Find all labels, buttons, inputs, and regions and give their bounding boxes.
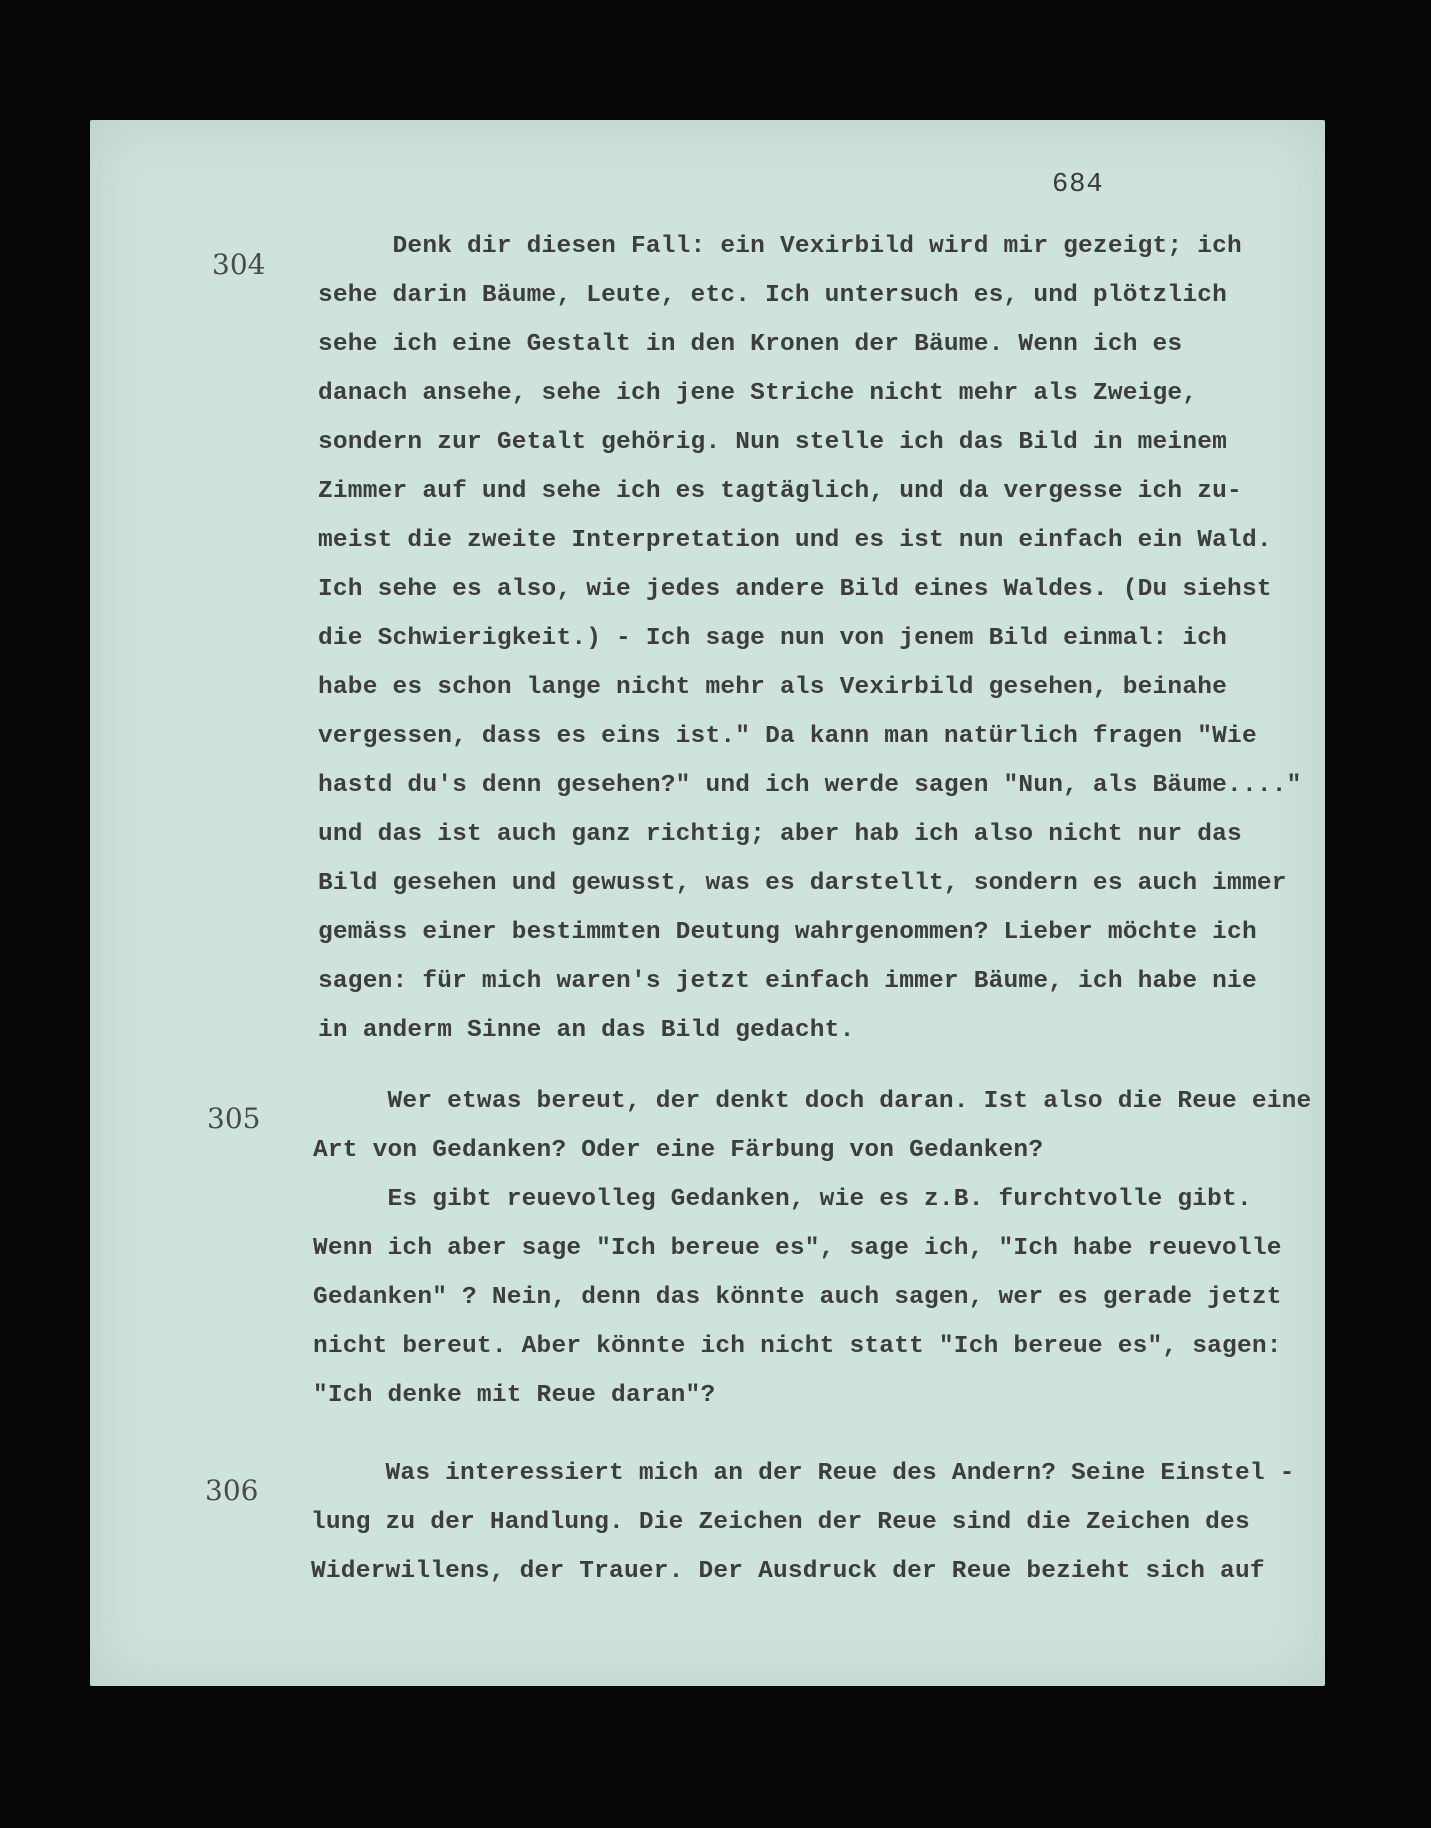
text-line: "Ich denke mit Reue daran"? <box>313 1382 716 1409</box>
text-line: danach ansehe, sehe ich jene Striche nicht mehr als Zweige, <box>318 380 1198 407</box>
text-line: lung zu der Handlung. Die Zeichen der Reue sind die Zeichen des <box>311 1509 1250 1536</box>
text-line: in anderm Sinne an das Bild gedacht. <box>318 1017 855 1044</box>
text-line: Bild gesehen und gewusst, was es darstellt, sondern es auch immer <box>318 870 1287 897</box>
text-line: nicht bereut. Aber könnte ich nicht statt "Ich bereue es", sagen: <box>313 1333 1282 1360</box>
text-line: die Schwierigkeit.) - Ich sage nun von jenem Bild einmal: ich <box>318 625 1228 652</box>
text-line: sehe ich eine Gestalt in den Kronen der Bäume. Wenn ich es <box>318 331 1183 358</box>
text-line: Ich sehe es also, wie jedes andere Bild eines Waldes. (Du siehst <box>318 576 1272 603</box>
text-line: vergessen, dass es eins ist." Da kann man natürlich fragen "Wie <box>318 723 1257 750</box>
paragraph-number: 305 <box>207 1102 261 1135</box>
paragraph-number: 306 <box>205 1474 259 1507</box>
text-line: Wer etwas bereut, der denkt doch daran. Ist also die Reue eine <box>313 1088 1312 1115</box>
text-line: Es gibt reuevolleg Gedanken, wie es z.B. furchtvolle gibt. <box>313 1186 1252 1213</box>
text-line: meist die zweite Interpretation und es ist nun einfach ein Wald. <box>318 527 1272 554</box>
text-line: und das ist auch ganz richtig; aber hab ich also nicht nur das <box>318 821 1242 848</box>
text-line: hastd du's denn gesehen?" und ich werde sagen "Nun, als Bäume...." <box>318 772 1302 799</box>
page-number: 684 <box>1052 170 1104 200</box>
text-line: Wenn ich aber sage "Ich bereue es", sage ich, "Ich habe reuevolle <box>313 1235 1282 1262</box>
text-line: sondern zur Getalt gehörig. Nun stelle ich das Bild in meinem <box>318 429 1228 456</box>
text-line: Widerwillens, der Trauer. Der Ausdruck der Reue bezieht sich auf <box>311 1558 1265 1585</box>
paragraph-number: 304 <box>212 248 266 281</box>
text-line: Was interessiert mich an der Reue des Andern? Seine Einstel - <box>311 1460 1295 1487</box>
text-line: sehe darin Bäume, Leute, etc. Ich untersuch es, und plötzlich <box>318 282 1228 309</box>
text-line: habe es schon lange nicht mehr als Vexirbild gesehen, beinahe <box>318 674 1228 701</box>
text-line: Art von Gedanken? Oder eine Färbung von Gedanken? <box>313 1137 1044 1164</box>
text-line: gemäss einer bestimmten Deutung wahrgenommen? Lieber möchte ich <box>318 919 1257 946</box>
text-line: Zimmer auf und sehe ich es tagtäglich, und da vergesse ich zu- <box>318 478 1242 505</box>
text-line: Gedanken" ? Nein, denn das könnte auch sagen, wer es gerade jetzt <box>313 1284 1282 1311</box>
text-line: sagen: für mich waren's jetzt einfach immer Bäume, ich habe nie <box>318 968 1257 995</box>
text-line: Denk dir diesen Fall: ein Vexirbild wird mir gezeigt; ich <box>318 233 1242 260</box>
